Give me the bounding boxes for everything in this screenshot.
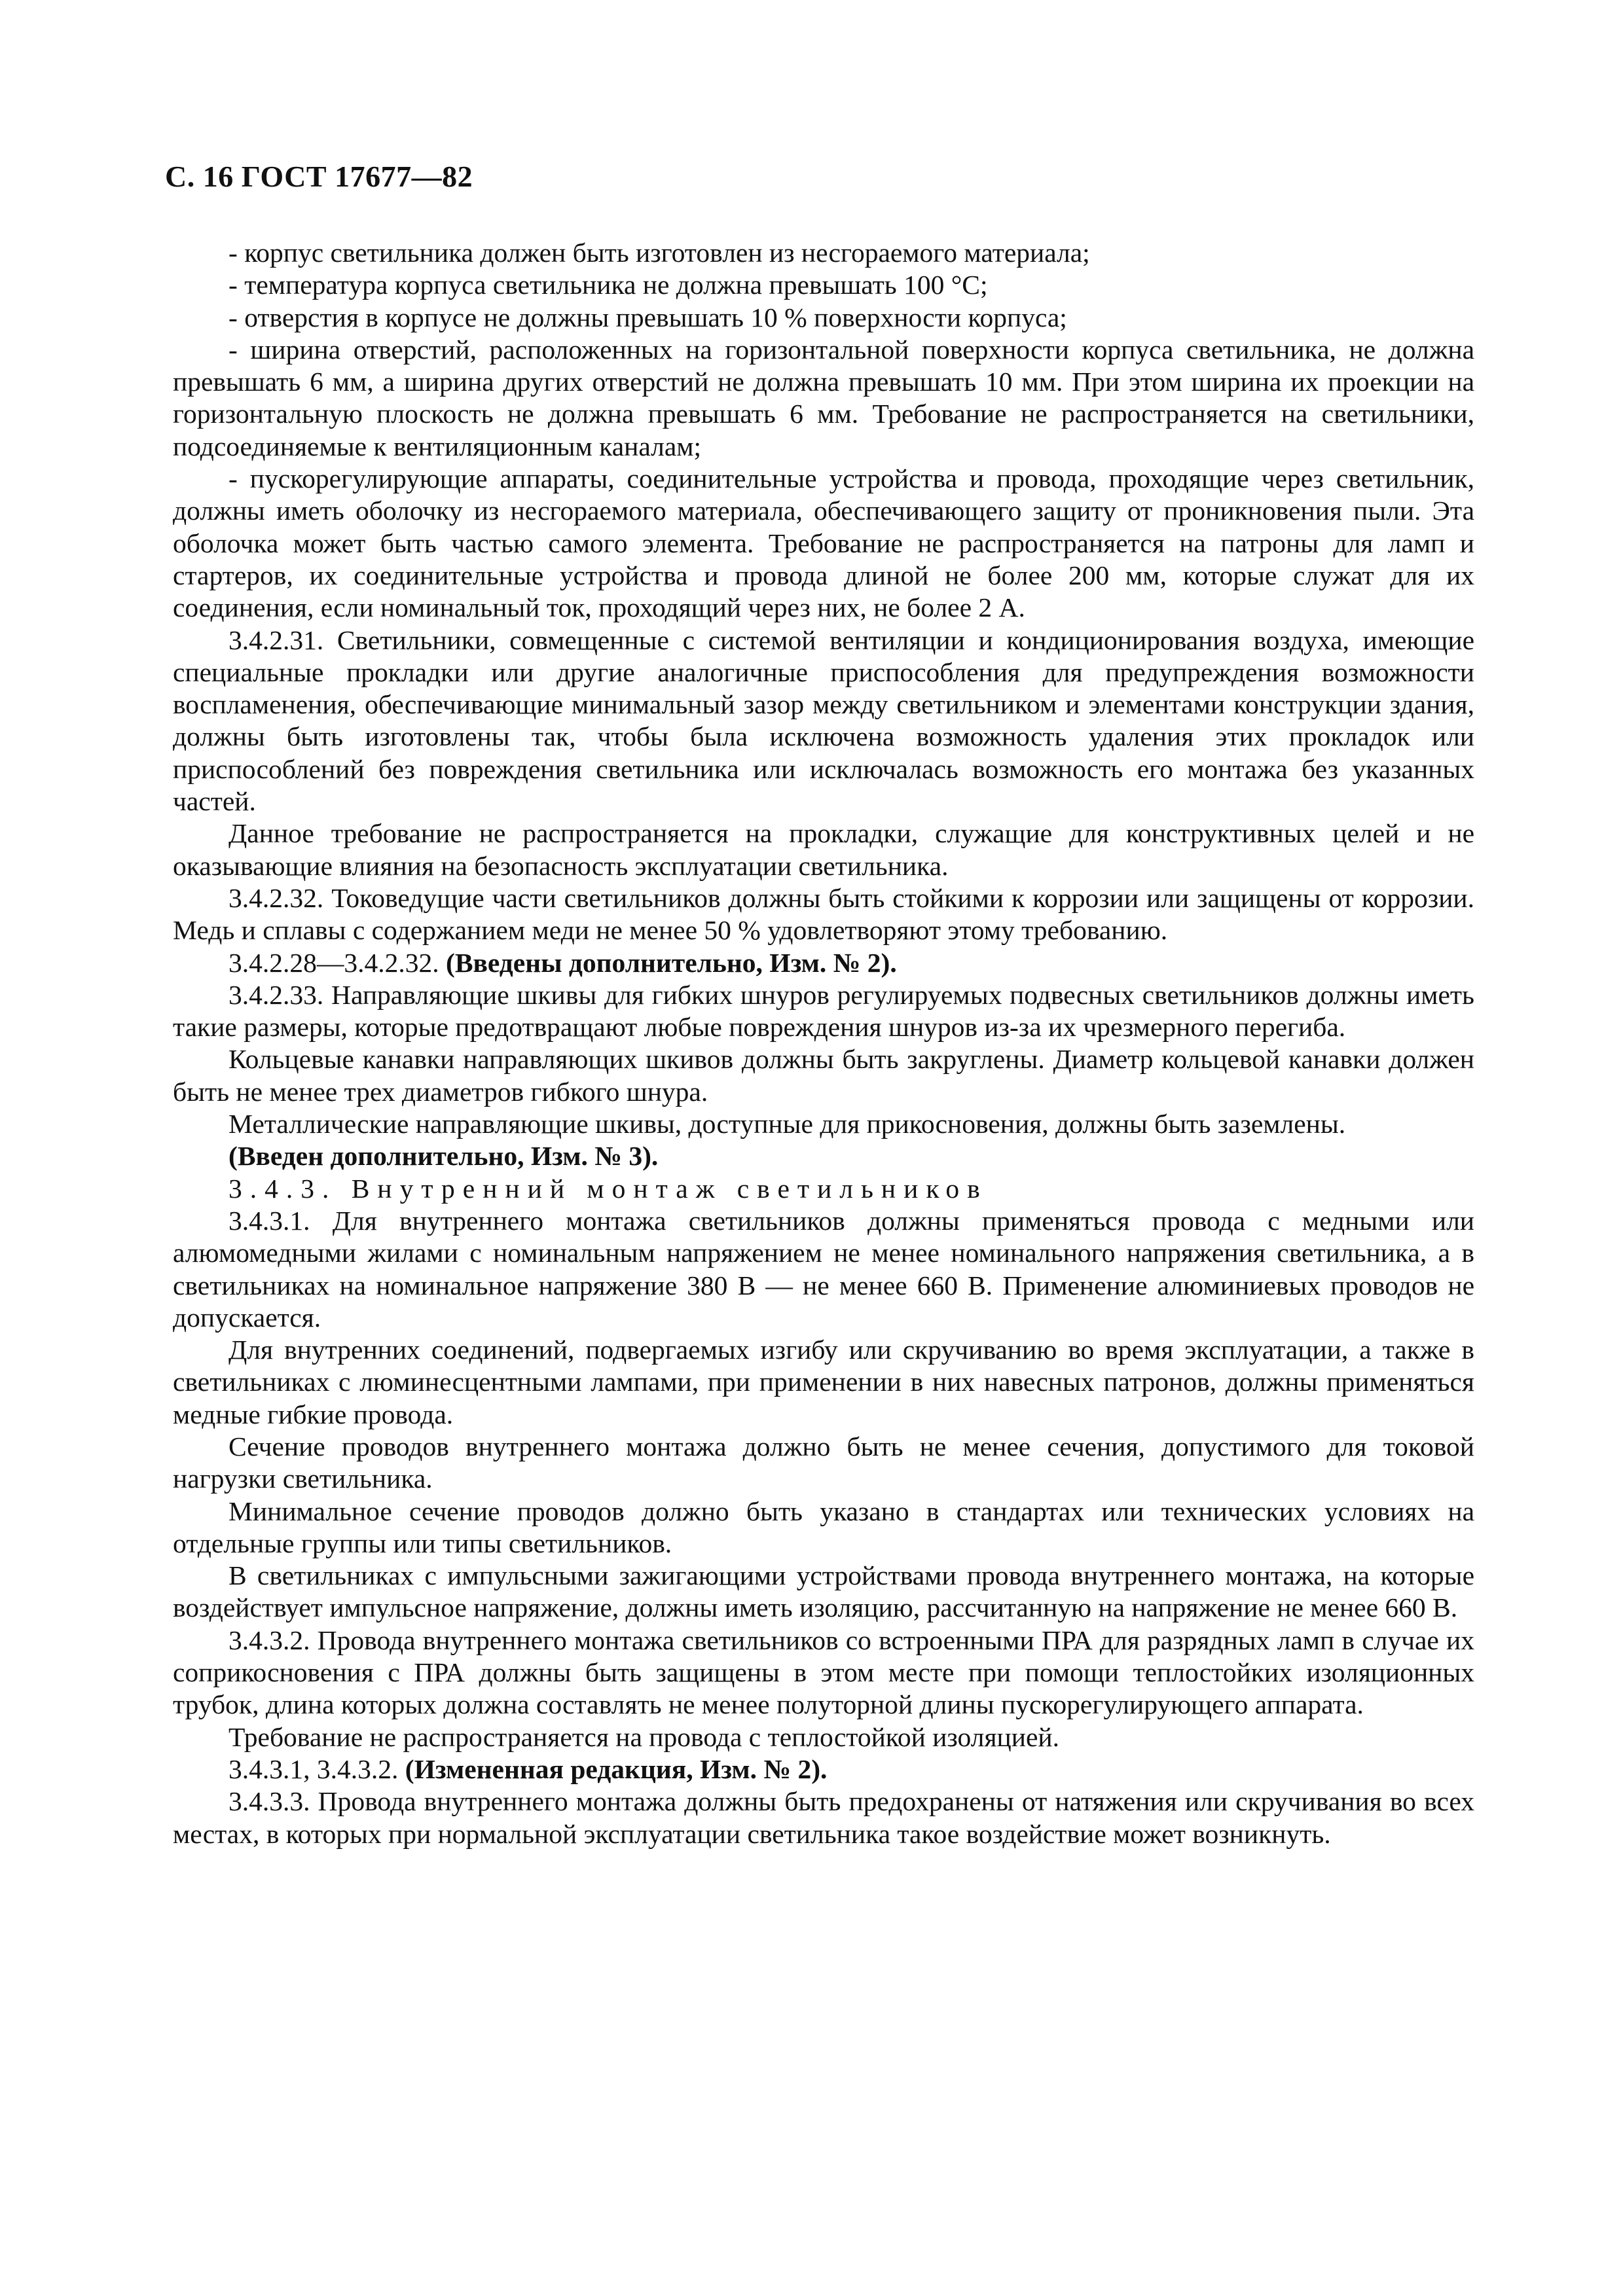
paragraph: 3.4.2.32. Токоведущие части светильников должны быть стойкими к коррозии или защищены от коррозии. Медь и сплавы с содержанием меди не менее 50 % удовлетворяют этому требованию. — [173, 882, 1474, 946]
paragraph: 3.4.3.1. Для внутреннего монтажа светильников должны применяться провода с медными или алюмомедными жилами с номинальным напряжением не менее номинального напряжения светильника, а в светильниках на номинальное напряжение 380 В — не менее 660 В. Применение алюминиевых проводов не допускается. — [173, 1205, 1474, 1333]
amendment-text: (Введены дополнительно, Изм. № 2). — [446, 947, 897, 978]
paragraph: 3.4.3.3. Провода внутреннего монтажа должны быть предохранены от натяжения или скручивания во всех местах, в которых при нормальной эксплуатации светильника такое воздействие может возникнуть. — [173, 1786, 1474, 1849]
amendment-text: (Измененная редакция, Изм. № 2). — [405, 1753, 828, 1784]
paragraph: Требование не распространяется на провода с теплостойкой изоляцией. — [228, 1721, 1059, 1752]
page-header: С. 16 ГОСТ 17677—82 — [165, 160, 473, 193]
amendment-text: (Введен дополнительно, Изм. № 3). — [228, 1141, 659, 1172]
paragraph: Кольцевые канавки направляющих шкивов должны быть закруглены. Диаметр кольцевой канавки должен быть не менее трех диаметров гибкого шнура. — [173, 1044, 1474, 1107]
amendment-note — [173, 1753, 1474, 1785]
amendment-note — [173, 947, 1474, 979]
paragraph: - пускорегулирующие аппараты, соединительные устройства и провода, проходящие через светильник, должны иметь оболочку из несгораемого материала, обеспечивающего защиту от проникновения пыли. Эта оболочка может быть частью самого элемента. Требование не распространяется на патроны для ламп и стартеров, их соединительные устройства и провода длиной не более 200 мм, которые служат для их соединения, если номинальный ток, проходящий через них, не более 2 А. — [173, 463, 1474, 623]
paragraph: 3.4.2.33. Направляющие шкивы для гибких шнуров регулируемых подвесных светильников должны иметь такие размеры, которые предотвращают любые повреждения шнуров из-за их чрезмерного перегиба. — [173, 979, 1474, 1043]
amendment-prefix: 3.4.3.1, 3.4.3.2. — [228, 1753, 405, 1784]
paragraph: Для внутренних соединений, подвергаемых изгибу или скручиванию во время эксплуатации, а также в светильниках с люминесцентными лампами, при применении в них навесных патронов, должны применяться медные гибкие провода. — [173, 1335, 1474, 1429]
paragraph: - отверстия в корпусе не должны превышать 10 % поверхности корпуса; — [228, 302, 1067, 332]
paragraph: 3.4.3.2. Провода внутреннего монтажа светильников со встроенными ПРА для разрядных ламп в случае их соприкосновения с ПРА должны быть защищены в этом месте при помощи теплостойких изоляционных трубок, длина которых должна составлять не менее полуторной длины пускорегулирующего аппарата. — [173, 1624, 1474, 1720]
document-body — [173, 237, 1474, 1850]
section-heading: 3.4.3. Внутренний монтаж светильников — [228, 1173, 988, 1204]
paragraph: Минимальное сечение проводов должно быть указано в стандартах или технических условиях на отдельные группы или типы светильников. — [173, 1496, 1474, 1558]
paragraph: Данное требование не распространяется на прокладки, служащие для конструктивных целей и не оказывающие влияния на безопасность эксплуатации светильника. — [173, 818, 1474, 881]
paragraph: 3.4.2.31. Светильники, совмещенные с системой вентиляции и кондиционирования воздуха, имеющие специальные прокладки или другие аналогичные приспособления для предупреждения возможности воспламенения, обеспечивающие минимальный зазор между светильником и элементами конструкции здания, должны быть изготовлены так, чтобы была исключена возможность удаления этих прокладок или приспособлений без повреждения светильника или исключалась возможность его монтажа без указанных частей. — [173, 624, 1474, 817]
amendment-note — [173, 1140, 1474, 1172]
amendment-prefix: 3.4.2.28—3.4.2.32. — [228, 947, 446, 978]
paragraph: Сечение проводов внутреннего монтажа должно быть не менее сечения, допустимого для токовой нагрузки светильника. — [173, 1431, 1474, 1494]
paragraph: В светильниках с импульсными зажигающими устройствами провода внутреннего монтажа, на которые воздействует импульсное напряжение, должны иметь изоляцию, рассчитанную на напряжение не менее 660 В. — [173, 1560, 1474, 1623]
paragraph: - ширина отверстий, расположенных на горизонтальной поверхности корпуса светильника, не должна превышать 6 мм, а ширина других отверстий не должна превышать 10 мм. При этом ширина их проекции на горизонтальную плоскость не должна превышать 6 мм. Требование не распространяется на светильники, подсоединяемые к вентиляционным каналам; — [173, 334, 1474, 461]
paragraph: - температура корпуса светильника не должна превышать 100 °С; — [228, 270, 988, 300]
paragraph: - корпус светильника должен быть изготовлен из несгораемого материала; — [228, 238, 1090, 268]
paragraph: Металлические направляющие шкивы, доступные для прикосновения, должны быть заземлены. — [228, 1109, 1346, 1139]
